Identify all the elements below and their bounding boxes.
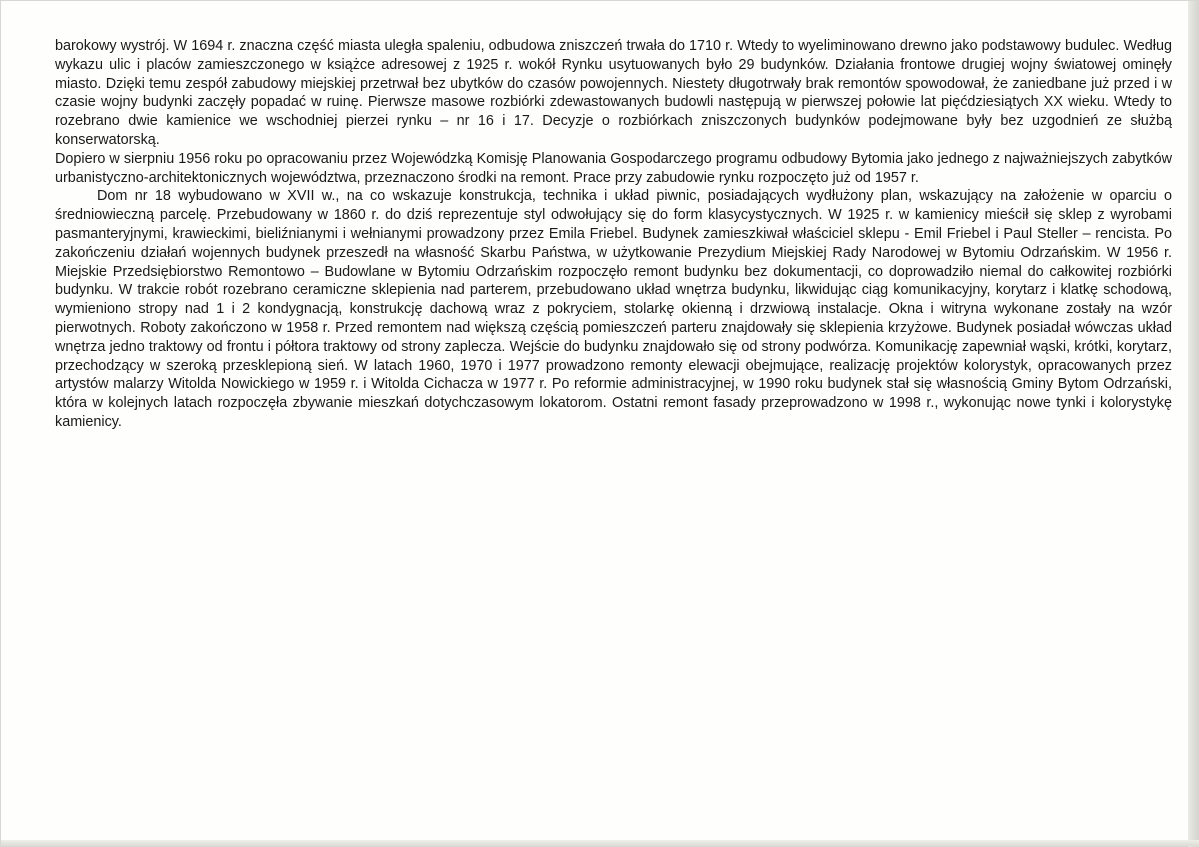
- scan-edge-bottom: [1, 840, 1199, 846]
- paragraph-reconstruction-program: Dopiero w sierpniu 1956 roku po opracowaniu przez Wojewódzką Komisję Planowania Gospodarczego programu odbudowy Bytomia jako jednego z najważniejszych zabytków urbanistyczno-architektonicznych województwa, przeznaczono środki na remont. Prace przy zabudowie rynku rozpoczęto już od 1957 r.: [55, 150, 1172, 186]
- scan-edge-right: [1188, 1, 1198, 847]
- paragraph-baroque-history: barokowy wystrój. W 1694 r. znaczna część miasta uległa spaleniu, odbudowa zniszczeń trwała do 1710 r. Wtedy to wyeliminowano drewno jako podstawowy budulec. Według wykazu ulic i placów zamieszczonego w książce adresowej z 1925 r. wokół Rynku usytuowanych było 29 budynków. Działania frontowe drugiej wojny światowej ominęły miasto. Dzięki temu zespół zabudowy miejskiej przetrwał bez ubytków do czasów powojennych. Niestety długotrwały brak remontów spowodował, że zaniedbane już przed i w czasie wojny budynki zaczęły popadać w ruinę. Pierwsze masowe rozbiórki zdewastowanych budowli następują w pierwszej połowie lat pięćdziesiątych XX wieku. Wtedy to rozebrano dwie kamienice we wschodniej pierzei rynku – nr 16 i 17. Decyzje o rozbiórkach zniszczonych budynków podejmowane były bez uzgodnień ze służbą konserwatorską.: [55, 38, 1172, 148]
- paragraph-house-18: Dom nr 18 wybudowano w XVII w., na co wskazuje konstrukcja, technika i układ piwnic, posiadających wydłużony plan, wskazujący na założenie w oparciu o średniowieczną parcelę. Przebudowany w 1860 r. do dziś reprezentuje styl odwołujący się do form klasycystycznych. W 1925 r. w kamienicy mieścił się sklep z wyrobami pasmanteryjnymi, krawieckimi, bieliźnianymi i wełnianymi prowadzony przez Emila Friebel. Budynek zamieszkiwał właściciel sklepu - Emil Friebel i Paul Steller – rencista. Po zakończeniu działań wojennych budynek przeszedł na własność Skarbu Państwa, w użytkowanie Prezydium Miejskiej Rady Narodowej w Bytomiu Odrzańskim. W 1956 r. Miejskie Przedsiębiorstwo Remontowo – Budowlane w Bytomiu Odrzańskim rozpoczęło remont budynku bez dokumentacji, co doprowadziło niemal do całkowitej rozbiórki budynku. W trakcie robót rozebrano ceramiczne sklepienia nad parterem, przebudowano układ wnętrza budynku, likwidując ciąg komunikacyjny, korytarz i klatkę schodową, wymieniono stropy nad 1 i 2 kondygnacją, konstrukcję dachową wraz z pokryciem, stolarkę okienną i drzwiową instalacje. Okna i witryna wykonane zostały na wzór pierwotnych. Roboty zakończono w 1958 r. Przed remontem nad większą częścią pomieszczeń parteru znajdowały się sklepienia krzyżowe. Budynek posiadał wówczas układ wnętrza jedno traktowy od frontu i półtora traktowy od strony zaplecza. Wejście do budynku znajdowało się od strony podwórza. Komunikację zapewniał wąski, krótki, korytarz, przechodzący w szeroką przesklepioną sień. W latach 1960, 1970 i 1977 prowadzono remonty elewacji obejmujące, realizację projektów kolorystyk, opracowanych przez artystów malarzy Witolda Nowickiego w 1959 r. i Witolda Cichacza w 1977 r. Po reformie administracyjnej, w 1990 roku budynek stał się własnością Gminy Bytom Odrzański, która w kolejnych latach rozpoczęła zbywanie mieszkań dotychczasowym lokatorom. Ostatni remont fasady przeprowadzono w 1998 r., wykonując nowe tynki i kolorystykę kamienicy.: [55, 188, 1172, 430]
- document-body: [55, 37, 1172, 432]
